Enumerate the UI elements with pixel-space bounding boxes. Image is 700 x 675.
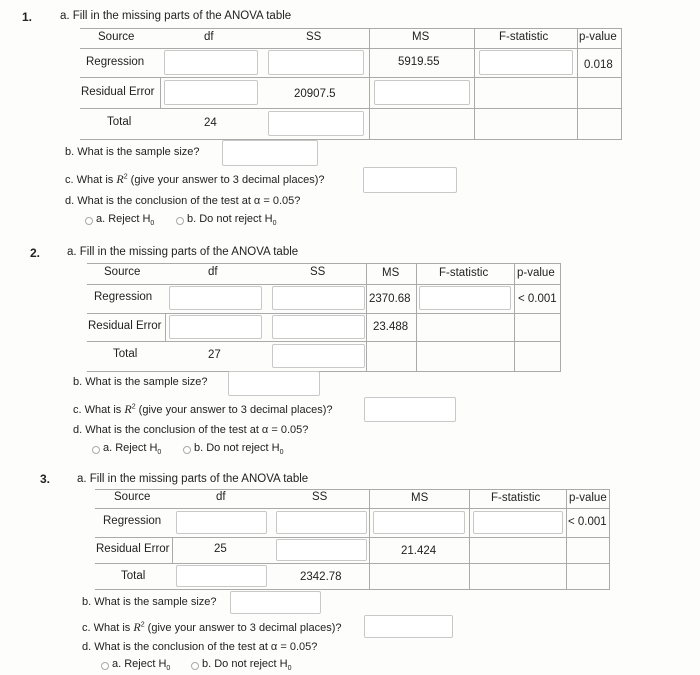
header-ss: SS xyxy=(306,31,322,43)
regression-ms-input[interactable] xyxy=(373,511,465,534)
do-not-reject-option-label: b. Do not reject $H_0$ xyxy=(194,442,284,457)
row-label-residual: Residual Error xyxy=(81,86,155,98)
reject-option-label: a. Reject $H_0$ xyxy=(112,658,171,673)
regression-ms-value: 2370.68 xyxy=(369,293,411,305)
problem-number: 2. xyxy=(30,246,41,260)
do-not-reject-option-label: b. Do not reject $H_0$ xyxy=(202,658,292,673)
total-ss-input[interactable] xyxy=(272,344,365,368)
problem-number: 3. xyxy=(40,472,51,486)
header-source: Source xyxy=(114,491,151,503)
header-p-value: p-value xyxy=(517,267,555,279)
part-c-question: c. What is $R^2$ (give your answer to 3 decimal places)? xyxy=(65,172,325,186)
do-not-reject-radio[interactable] xyxy=(176,217,184,225)
regression-f-input[interactable] xyxy=(479,50,573,75)
reject-option-label: a. Reject $H_0$ xyxy=(96,213,155,228)
part-a-instruction: a. Fill in the missing parts of the ANOVA table xyxy=(60,10,292,22)
regression-p-value: < 0.001 xyxy=(568,516,607,528)
part-b-question: b. What is the sample size? xyxy=(65,146,200,158)
header-df: df xyxy=(204,31,214,43)
total-ss-value: 2342.78 xyxy=(300,571,342,583)
part-a-instruction: a. Fill in the missing parts of the ANOVA table xyxy=(77,473,309,485)
header-ms: MS xyxy=(412,31,430,43)
residual-ss-input[interactable] xyxy=(276,539,367,561)
header-p-value: p-value xyxy=(569,492,607,504)
regression-df-input[interactable] xyxy=(169,286,262,310)
residual-df-input[interactable] xyxy=(164,80,258,105)
residual-ms-value: 21.424 xyxy=(401,545,437,557)
do-not-reject-radio[interactable] xyxy=(183,446,191,454)
header-df: df xyxy=(216,491,226,503)
regression-df-input[interactable] xyxy=(176,511,267,534)
row-label-total: Total xyxy=(121,570,146,582)
row-label-total: Total xyxy=(113,348,138,360)
sample-size-input[interactable] xyxy=(222,140,318,166)
part-b-question: b. What is the sample size? xyxy=(73,376,208,388)
part-d-question: d. What is the conclusion of the test at α = 0.05? xyxy=(73,424,309,436)
header-f-statistic: F-statistic xyxy=(491,492,541,504)
header-source: Source xyxy=(98,31,135,43)
regression-f-input[interactable] xyxy=(419,286,511,310)
reject-radio[interactable] xyxy=(92,446,100,454)
regression-f-input[interactable] xyxy=(473,511,563,534)
header-source: Source xyxy=(104,266,141,278)
row-label-residual: Residual Error xyxy=(88,320,162,332)
header-p-value: p-value xyxy=(579,31,617,43)
part-c-question: c. What is $R^2$ (give your answer to 3 decimal places)? xyxy=(73,402,333,416)
problem-number: 1. xyxy=(22,10,33,24)
row-label-regression: Regression xyxy=(94,291,153,303)
regression-ss-input[interactable] xyxy=(276,511,367,534)
r-squared-input[interactable] xyxy=(363,167,457,193)
regression-df-input[interactable] xyxy=(164,50,258,75)
header-f-statistic: F-statistic xyxy=(439,267,489,279)
residual-ms-input[interactable] xyxy=(374,80,470,105)
residual-ss-value: 20907.5 xyxy=(294,88,336,100)
total-ss-input[interactable] xyxy=(268,111,364,136)
part-d-question: d. What is the conclusion of the test at α = 0.05? xyxy=(65,195,301,207)
row-label-regression: Regression xyxy=(103,515,162,527)
regression-ss-input[interactable] xyxy=(272,286,365,310)
reject-radio[interactable] xyxy=(85,217,93,225)
total-df-value: 27 xyxy=(208,349,221,361)
do-not-reject-option-label: b. Do not reject $H_0$ xyxy=(187,213,277,228)
residual-df-value: 25 xyxy=(214,543,227,555)
sample-size-input[interactable] xyxy=(230,591,321,614)
residual-ms-value: 23.488 xyxy=(373,321,409,333)
r-squared-input[interactable] xyxy=(364,615,453,638)
residual-df-input[interactable] xyxy=(169,315,262,339)
residual-ss-input[interactable] xyxy=(272,315,365,339)
regression-ss-input[interactable] xyxy=(268,50,364,75)
header-ms: MS xyxy=(411,492,429,504)
header-df: df xyxy=(208,266,218,278)
row-label-residual: Residual Error xyxy=(96,543,170,555)
part-c-question: c. What is $R^2$ (give your answer to 3 decimal places)? xyxy=(82,620,342,634)
row-label-total: Total xyxy=(107,116,132,128)
header-ss: SS xyxy=(310,266,326,278)
do-not-reject-radio[interactable] xyxy=(191,662,199,670)
reject-option-label: a. Reject $H_0$ xyxy=(103,442,162,457)
reject-radio[interactable] xyxy=(101,662,109,670)
total-df-input[interactable] xyxy=(176,565,267,587)
sample-size-input[interactable] xyxy=(228,371,320,396)
part-a-instruction: a. Fill in the missing parts of the ANOVA table xyxy=(67,246,299,258)
regression-p-value: < 0.001 xyxy=(518,293,557,305)
header-ss: SS xyxy=(312,491,328,503)
part-b-question: b. What is the sample size? xyxy=(82,596,217,608)
total-df-value: 24 xyxy=(204,117,217,129)
r-squared-input[interactable] xyxy=(364,397,456,422)
header-ms: MS xyxy=(382,267,400,279)
part-d-question: d. What is the conclusion of the test at α = 0.05? xyxy=(82,641,318,653)
row-label-regression: Regression xyxy=(86,56,145,68)
regression-ms-value: 5919.55 xyxy=(398,56,440,68)
regression-p-value: 0.018 xyxy=(584,59,613,71)
header-f-statistic: F-statistic xyxy=(499,31,549,43)
